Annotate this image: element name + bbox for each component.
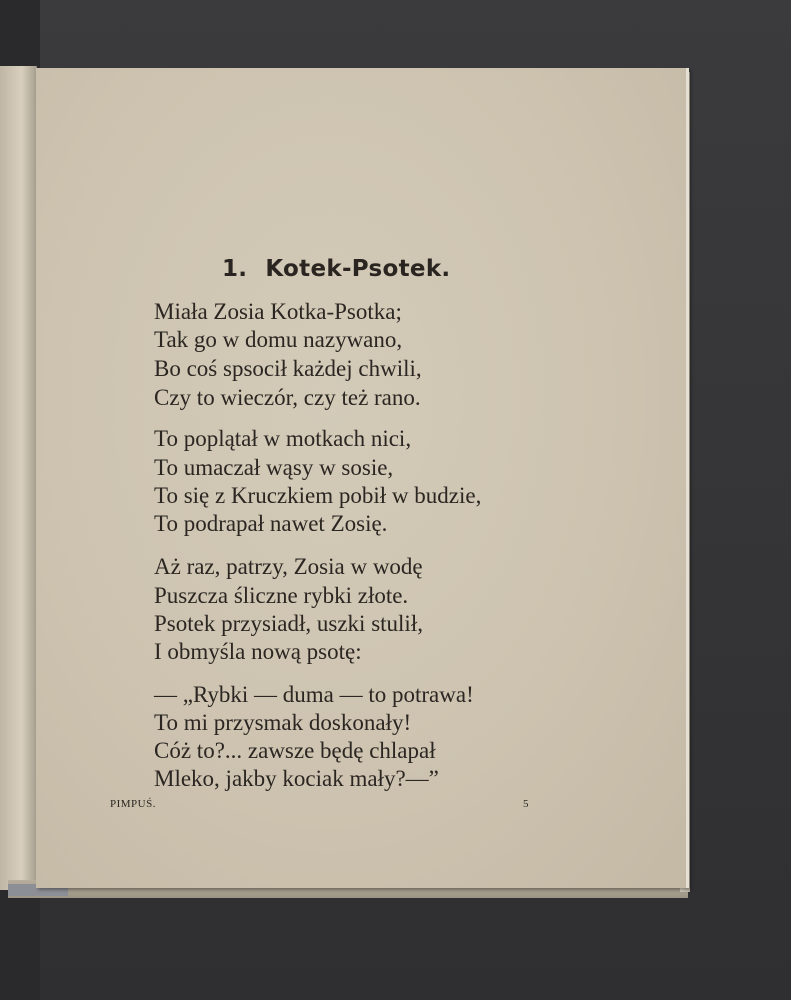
verse-line: To się z Kruczkiem pobił w budzie, (154, 483, 482, 508)
poem-number: 1. (222, 256, 248, 282)
verse-line: Bo coś spsocił każdej chwili, (154, 356, 422, 381)
verse-line: Czy to wieczór, czy też rano. (154, 385, 421, 410)
page-number: 5 (523, 798, 529, 810)
poem-title (222, 256, 450, 282)
verse-line: To umaczał wąsy w sosie, (154, 455, 394, 480)
left-page-edge (0, 66, 37, 890)
verse-line: Psotek przysiadł, uszki stulił, (154, 611, 423, 636)
verse-line: To mi przysmak doskonały! (154, 710, 412, 735)
verse-line: — „Rybki — duma — to potrawa! (154, 682, 474, 707)
verse-line: Cóż to?... zawsze będę chlapał (154, 738, 436, 763)
verse-line: Tak go w domu nazywano, (154, 327, 403, 352)
verse-line: Puszcza śliczne rybki złote. (154, 583, 409, 608)
verse-line: I obmyśla nową psotę: (154, 639, 362, 664)
verse-line: To poplątał w motkach nici, (154, 426, 412, 451)
running-footer: PIMPUŚ. (110, 798, 156, 810)
poem-title-text: Kotek-Psotek. (265, 256, 451, 282)
verse-line: Mleko, jakby kociak mały?—” (154, 766, 439, 791)
verse-line: Miała Zosia Kotka-Psotka; (154, 299, 402, 324)
verse-line: Aż raz, patrzy, Zosia w wodę (154, 554, 423, 579)
verse-line: To podrapał nawet Zosię. (154, 511, 388, 536)
